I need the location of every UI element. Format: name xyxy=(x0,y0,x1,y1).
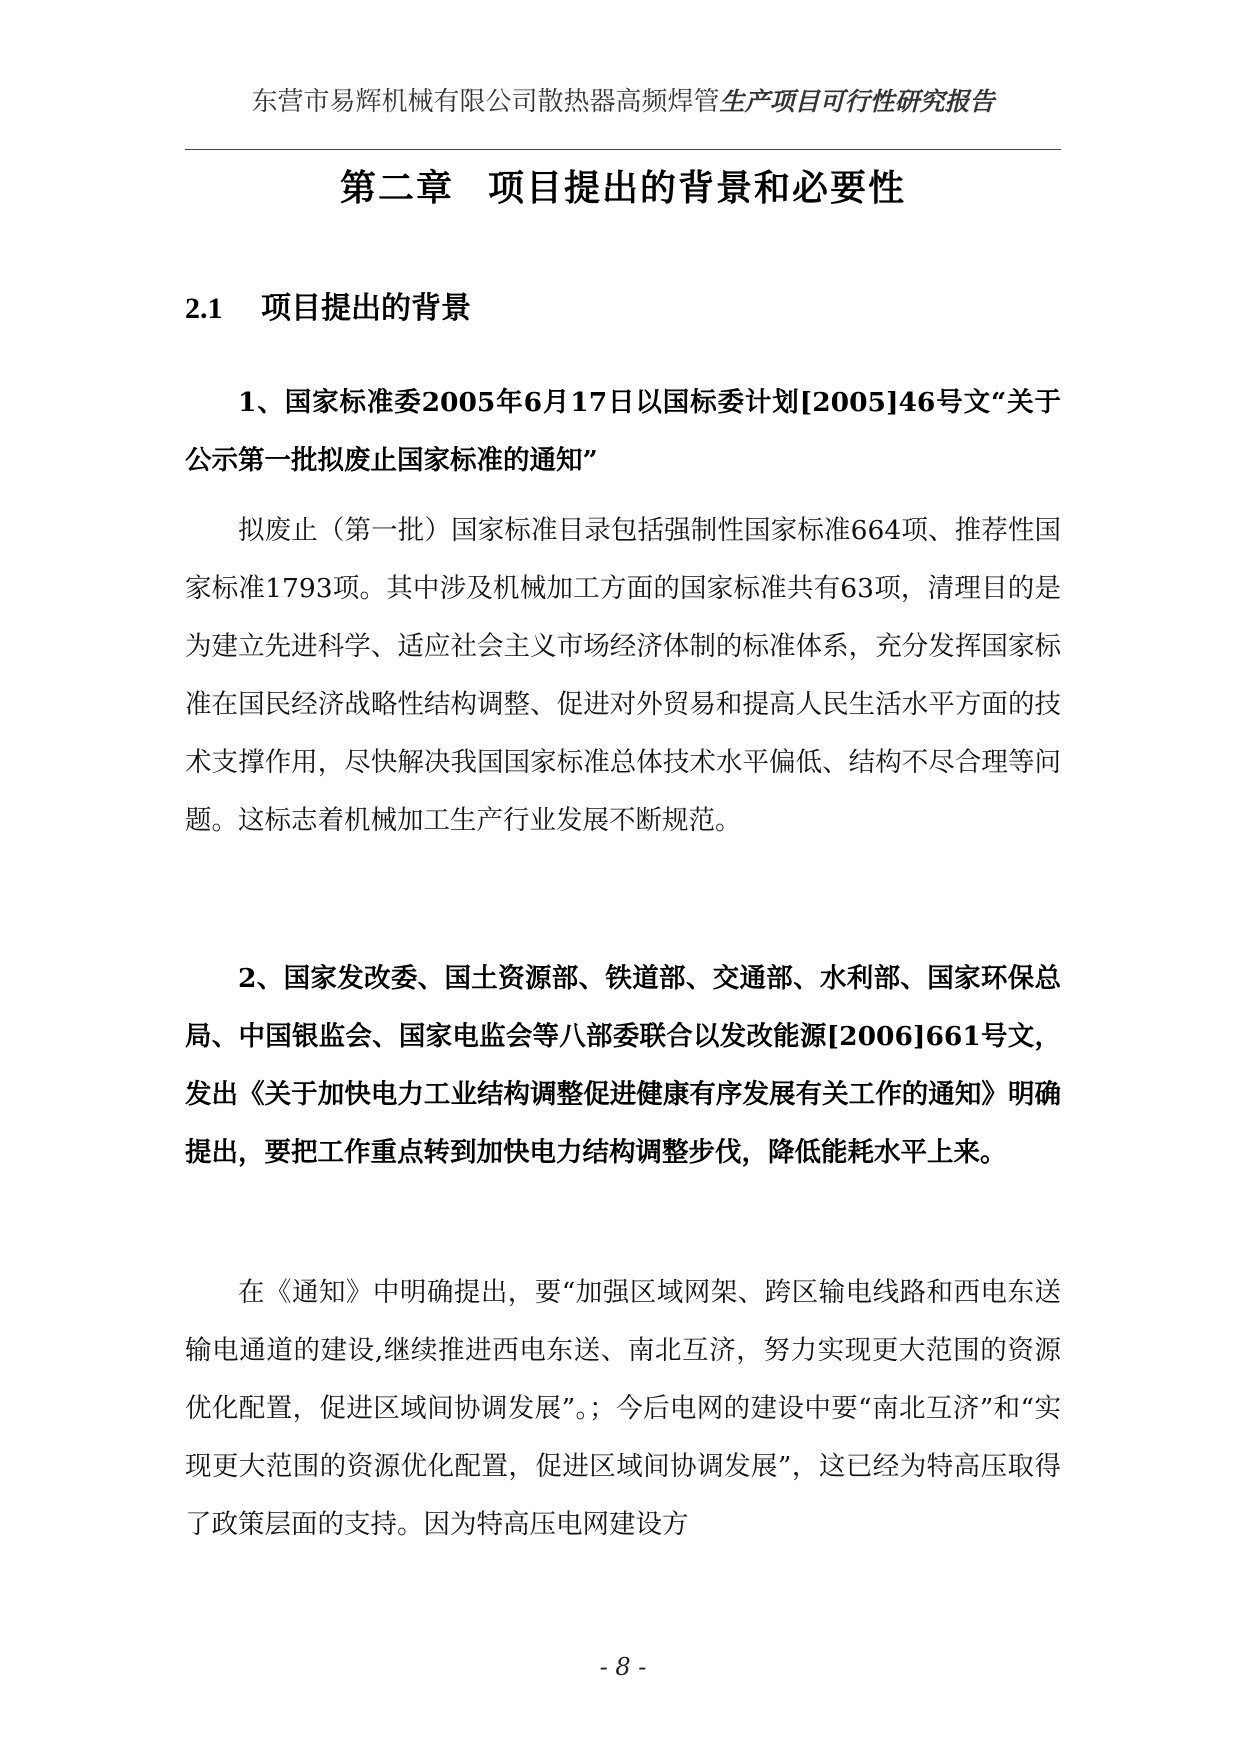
chapter-title xyxy=(185,160,1061,216)
paragraph-item-1-body: 拟废止（第一批）国家标准目录包括强制性国家标准664项、推荐性国家标准1793项。其中涉及机械加工方面的国家标准共有63项，清理目的是为建立先进科学、适应社会主义市场经济体制的标准体系，充分发挥国家标准在国民经济战略性结构调整、促进对外贸易和提高人民生活水平方面的技术支撑作用，尽快解决我国国家标准总体技术水平偏低、结构不尽合理等问题。这标志着机械加工生产行业发展不断规范。 xyxy=(185,515,1061,836)
paragraph-item-2-heading: 2、国家发改委、国土资源部、铁道部、交通部、水利部、国家环保总局、中国银监会、国家电监会等八部委联合以发改能源[2006]661号文，发出《关于加快电力工业结构调整促进健康有序发展有关工作的通知》明确提出，要把工作重点转到加快电力结构调整步伐，降低能耗水平上来。 xyxy=(185,963,1061,1168)
header-report-title: 生产项目可行性研究报告 xyxy=(719,87,995,116)
section-number: 2.1 xyxy=(185,292,223,325)
chapter-heading: 项目提出的背景和必要性 xyxy=(488,167,907,209)
running-header xyxy=(185,82,1061,122)
page-number: - 8 - xyxy=(599,1653,647,1681)
paragraph-item-2-body: 在《通知》中明确提出，要“加强区域网架、跨区输电线路和西电东送输电通道的建设,继续推进西电东送、南北互济，努力实现更大范围的资源优化配置，促进区域间协调发展”。；今后电网的建设中要“南北互济”和“实现更大范围的资源优化配置，促进区域间协调发展”，这已经为特高压取得了政策层面的支持。因为特高压电网建设方 xyxy=(185,1277,1061,1540)
paragraph-item-1-heading: 1、国家标准委2005年6月17日以国标委计划[2005]46号文“关于公示第一批拟废止国家标准的通知” xyxy=(185,387,1061,476)
header-divider xyxy=(185,149,1061,150)
header-company: 东营市易辉机械有限公司散热器高频焊管 xyxy=(251,87,720,117)
chapter-label: 第二章 xyxy=(339,167,454,209)
section-heading: 项目提出的背景 xyxy=(261,291,471,326)
section-title xyxy=(185,286,471,332)
